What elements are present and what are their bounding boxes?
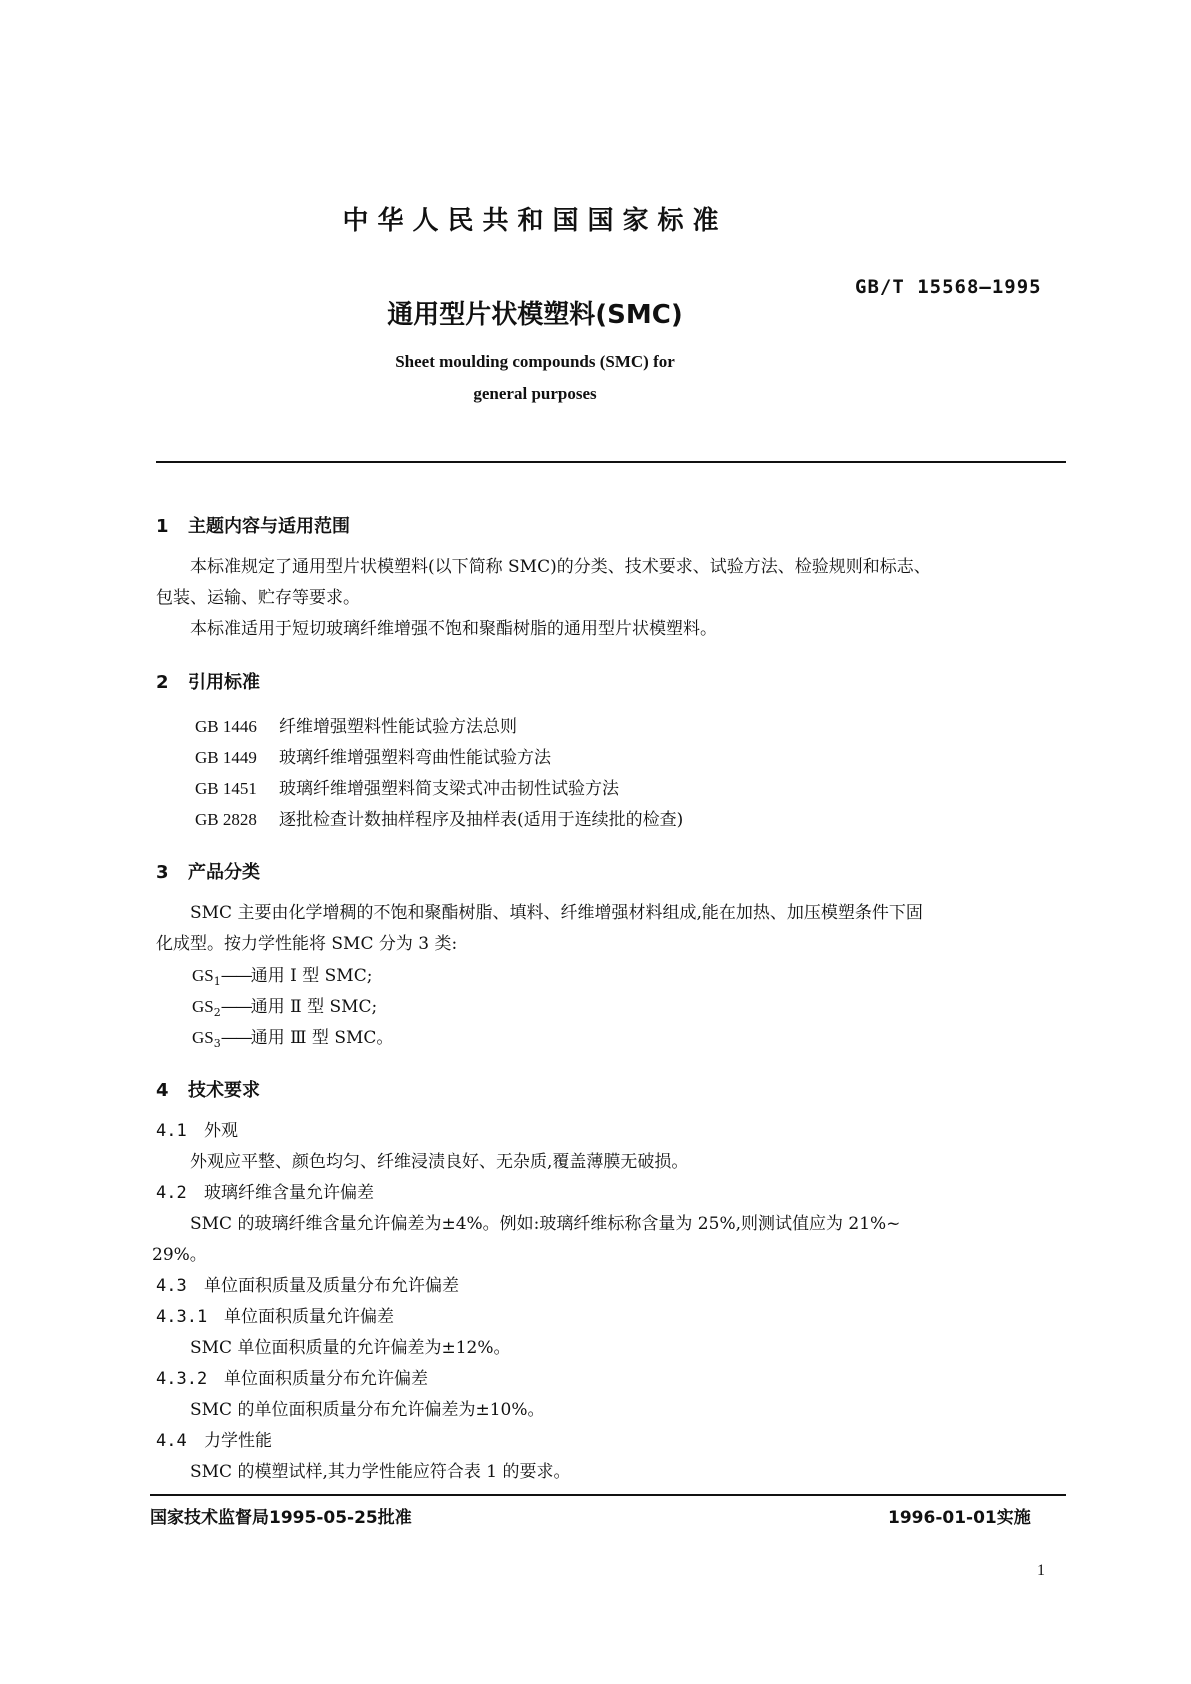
top-divider [156,461,1066,463]
subsection-4-2-title: 玻璃纤维含量允许偏差 [204,1183,374,1203]
subsection-4-3-2-heading [156,1364,428,1395]
type-code: GS [192,966,214,985]
subsection-4-3-title: 单位面积质量及质量分布允许偏差 [204,1276,459,1296]
reference-name: 纤维增强塑料性能试验方法总则 [279,717,517,737]
subsection-4-3-number: 4.3 [156,1276,187,1296]
reference-name: 玻璃纤维增强塑料简支梁式冲击韧性试验方法 [279,779,619,799]
reference-item [195,712,517,737]
subsection-4-3-2-text: SMC 的单位面积质量分布允许偏差为±10%。 [190,1400,545,1420]
type-code: GS [192,997,214,1016]
type-dash: —— [220,1028,251,1048]
reference-item [195,805,683,830]
approval-statement: 国家技术监督局1995-05-25批准 [150,1508,412,1528]
subsection-4-3-2-title: 单位面积质量分布允许偏差 [224,1369,428,1389]
subsection-4-1-heading [156,1116,238,1147]
type-subscript: 1 [213,975,221,988]
subsection-4-4-text: SMC 的模塑试样,其力学性能应符合表 1 的要求。 [190,1462,571,1482]
national-standard-heading: 中华人民共和国国家标准 [342,206,728,236]
subsection-4-4-title: 力学性能 [204,1431,272,1451]
section-4-title: 技术要求 [188,1080,260,1101]
subsection-4-4-number: 4.4 [156,1431,187,1451]
section-3-heading [156,858,260,884]
standard-number: GB/T 15568—1995 [855,276,1042,298]
title-english-line1: Sheet moulding compounds (SMC) for [395,352,675,371]
subsection-4-3-2-number: 4.3.2 [156,1369,208,1389]
reference-code: GB 2828 [195,810,257,829]
subsection-4-3-1-title: 单位面积质量允许偏差 [224,1307,394,1327]
section-1-number: 1 [156,516,169,537]
title-english-line2: general purposes [473,384,597,403]
subsection-4-2-text-line2: 29%。 [152,1245,207,1265]
subsection-4-1-text: 外观应平整、颜色均匀、纤维浸渍良好、无杂质,覆盖薄膜无破损。 [190,1152,689,1172]
reference-item [195,774,619,799]
section-2-heading [156,668,260,694]
subsection-4-3-heading [156,1271,459,1302]
title-chinese: 通用型片状模塑料(SMC) [387,300,683,330]
section-1-title: 主题内容与适用范围 [188,516,350,537]
reference-item [195,743,551,768]
reference-name: 玻璃纤维增强塑料弯曲性能试验方法 [279,748,551,768]
subsection-4-2-number: 4.2 [156,1183,187,1203]
s3-para1-line2: 化成型。按力学性能将 SMC 分为 3 类: [156,934,458,954]
type-subscript: 2 [213,1006,221,1019]
subsection-4-1-title: 外观 [204,1121,238,1141]
subsection-4-3-1-heading [156,1302,394,1333]
reference-code: GB 1446 [195,717,257,736]
section-3-number: 3 [156,862,169,883]
reference-code: GB 1451 [195,779,257,798]
type-text: 通用 I 型 SMC; [250,966,373,986]
type-text: 通用 Ⅲ 型 SMC。 [250,1028,394,1048]
subsection-4-2-heading [156,1178,374,1209]
reference-code: GB 1449 [195,748,257,767]
bottom-divider [150,1494,1066,1496]
section-4-number: 4 [156,1080,169,1101]
type-code: GS [192,1028,214,1047]
reference-name: 逐批检查计数抽样程序及抽样表(适用于连续批的检查) [279,810,684,830]
subsection-4-2-text-line1: SMC 的玻璃纤维含量允许偏差为±4%。例如:玻璃纤维标称含量为 25%,则测试值应为 21%~ [190,1214,901,1234]
subsection-4-3-1-number: 4.3.1 [156,1307,208,1327]
type-dash: —— [220,997,251,1017]
s1-para1-line2: 包装、运输、贮存等要求。 [156,588,360,608]
subsection-4-3-1-text: SMC 单位面积质量的允许偏差为±12%。 [190,1338,511,1358]
subsection-4-1-number: 4.1 [156,1121,187,1141]
s1-para2: 本标准适用于短切玻璃纤维增强不饱和聚酯树脂的通用型片状模塑料。 [190,619,717,639]
type-item [192,1022,393,1059]
s1-para1-line1: 本标准规定了通用型片状模塑料(以下简称 SMC)的分类、技术要求、试验方法、检验规则和标志、 [190,557,931,577]
section-2-number: 2 [156,672,169,693]
type-text: 通用 Ⅱ 型 SMC; [250,997,378,1017]
section-3-title: 产品分类 [188,862,260,883]
implementation-date: 1996-01-01实施 [888,1508,1031,1528]
type-subscript: 3 [213,1037,221,1050]
s3-para1-line1: SMC 主要由化学增稠的不饱和聚酯树脂、填料、纤维增强材料组成,能在加热、加压模塑条件下固 [190,903,923,923]
page-number: 1 [1037,1562,1045,1579]
section-2-title: 引用标准 [188,672,260,693]
subsection-4-4-heading [156,1426,272,1457]
section-4-heading [156,1076,260,1102]
section-1-heading [156,512,350,538]
type-dash: —— [220,966,251,986]
